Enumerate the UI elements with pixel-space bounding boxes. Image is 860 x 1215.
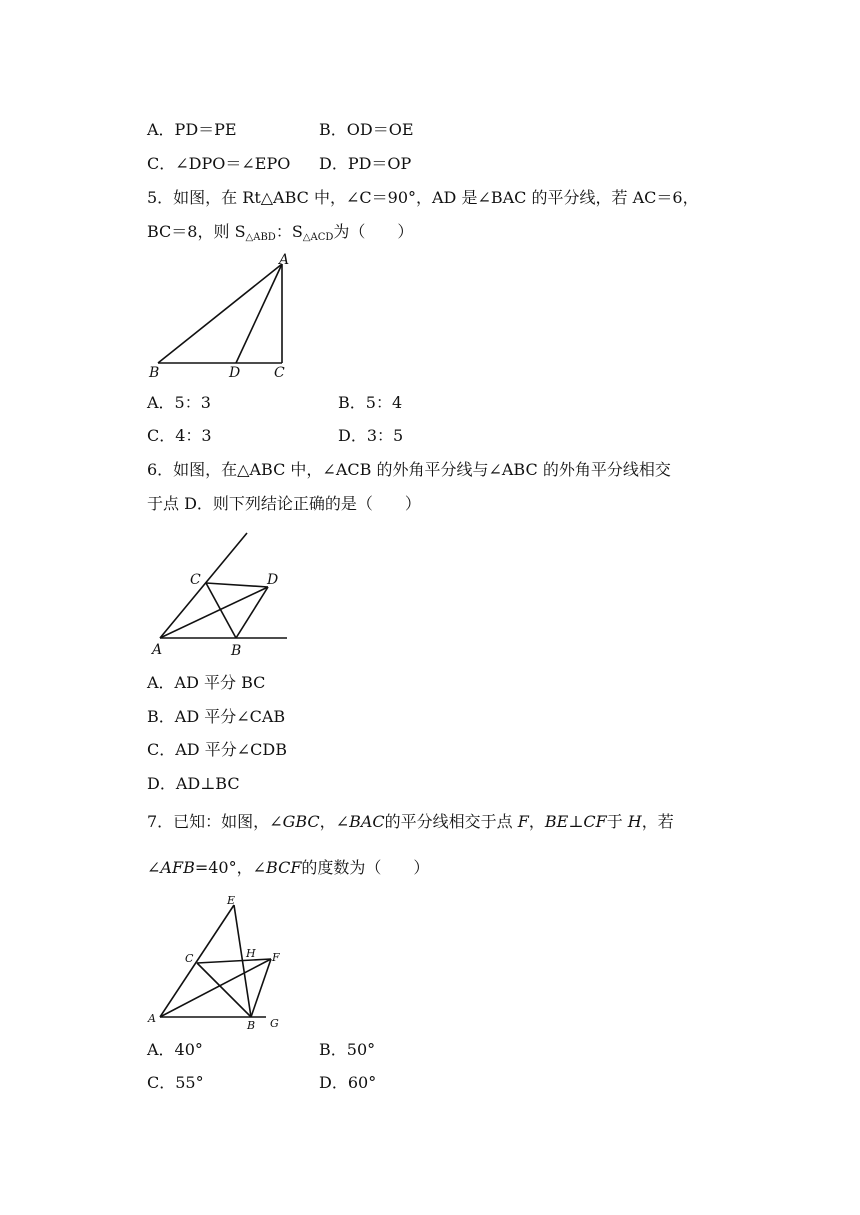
q7-l2c: ∠BCF (252, 858, 302, 877)
q6-line-cd (206, 583, 268, 587)
q7-line-cb (197, 963, 251, 1017)
q6-option-b: B．AD 平分∠CAB (147, 707, 286, 726)
q5-label-b: B (149, 365, 160, 381)
q7-option-a: A．40° (147, 1040, 203, 1059)
q6-label-a: A (152, 642, 163, 658)
q5-stem-pre: BC＝8，则 S (147, 222, 246, 241)
q4-option-a: A．PD＝PE (147, 120, 237, 139)
q7-stem-line2 (147, 858, 429, 878)
q7-label-g: G (270, 1017, 279, 1030)
q7-stem-line1 (147, 812, 674, 832)
q7-option-c: C．55° (147, 1073, 204, 1092)
q6-line-cb (206, 583, 236, 638)
q6-label-c: C (190, 572, 201, 588)
q7-s8: BE (544, 812, 569, 831)
q7-s11: 于 (606, 812, 628, 831)
q6-stem-line2: 于点 D．则下列结论正确的是（ ） (147, 494, 421, 513)
q5-stem-colon: ：S (275, 222, 303, 241)
q7-s4: ∠BAC (335, 812, 385, 831)
q5-stem-post: 为（ ） (333, 222, 414, 241)
q5-line-ba (158, 264, 282, 363)
q6-option-c: C．AD 平分∠CDB (147, 740, 287, 759)
q7-l2d: 的度数为（ ） (301, 858, 430, 877)
q7-option-b: B．50° (319, 1040, 376, 1059)
q5-figure (140, 250, 300, 382)
q7-figure (140, 890, 300, 1040)
q5-sub-acd: △ACD (302, 232, 334, 243)
q4-option-d: D．PD＝OP (319, 154, 412, 173)
q7-s9: ⊥ (568, 812, 584, 831)
q5-stem-line1: 5．如图，在 Rt△ABC 中，∠C＝90°，AD 是∠BAC 的平分线，若 AC＝6， (147, 188, 699, 207)
q7-s7: ， (528, 812, 545, 831)
q6-label-b: B (231, 643, 242, 659)
q5-line-ad (236, 264, 282, 363)
q6-option-d: D．AD⊥BC (147, 774, 240, 793)
q7-label-h: H (246, 947, 256, 960)
q6-label-d: D (267, 572, 279, 588)
q7-label-a: A (148, 1012, 156, 1025)
q7-s3: ， (319, 812, 336, 831)
q5-label-c: C (274, 365, 285, 381)
q5-sub-abd: △ABD (245, 232, 276, 243)
q7-l2a: ∠AFB (147, 858, 195, 877)
q5-option-d: D．3：5 (338, 426, 404, 445)
q7-label-f: F (272, 951, 280, 964)
q6-figure (140, 528, 300, 660)
q7-s12: H (627, 812, 642, 831)
q5-stem-line2 (147, 222, 413, 248)
q7-option-d: D．60° (319, 1073, 377, 1092)
q7-label-e: E (227, 894, 236, 907)
q4-option-b: B．OD＝OE (319, 120, 414, 139)
q7-s5: 的平分线相交于点 (384, 812, 518, 831)
q7-s6: F (517, 812, 529, 831)
q7-s2: ∠GBC (269, 812, 320, 831)
q5-option-a: A．5：3 (147, 393, 211, 412)
q5-option-c: C．4：3 (147, 426, 212, 445)
q4-option-c: C．∠DPO＝∠EPO (147, 154, 291, 173)
q7-s10: CF (583, 812, 607, 831)
q5-label-a: A (279, 252, 290, 268)
q5-option-b: B．5：4 (338, 393, 403, 412)
q5-label-d: D (229, 365, 241, 381)
q7-s1: 7．已知：如图， (147, 812, 270, 831)
q7-line-cf (197, 959, 271, 963)
q7-label-b: B (247, 1019, 256, 1032)
q7-label-c: C (185, 952, 194, 965)
q7-s13: ，若 (641, 812, 674, 831)
q6-stem-line1: 6．如图，在△ABC 中，∠ACB 的外角平分线与∠ABC 的外角平分线相交 (147, 460, 671, 479)
q7-l2b: =40°， (194, 858, 253, 877)
q6-option-a: A．AD 平分 BC (147, 673, 266, 692)
